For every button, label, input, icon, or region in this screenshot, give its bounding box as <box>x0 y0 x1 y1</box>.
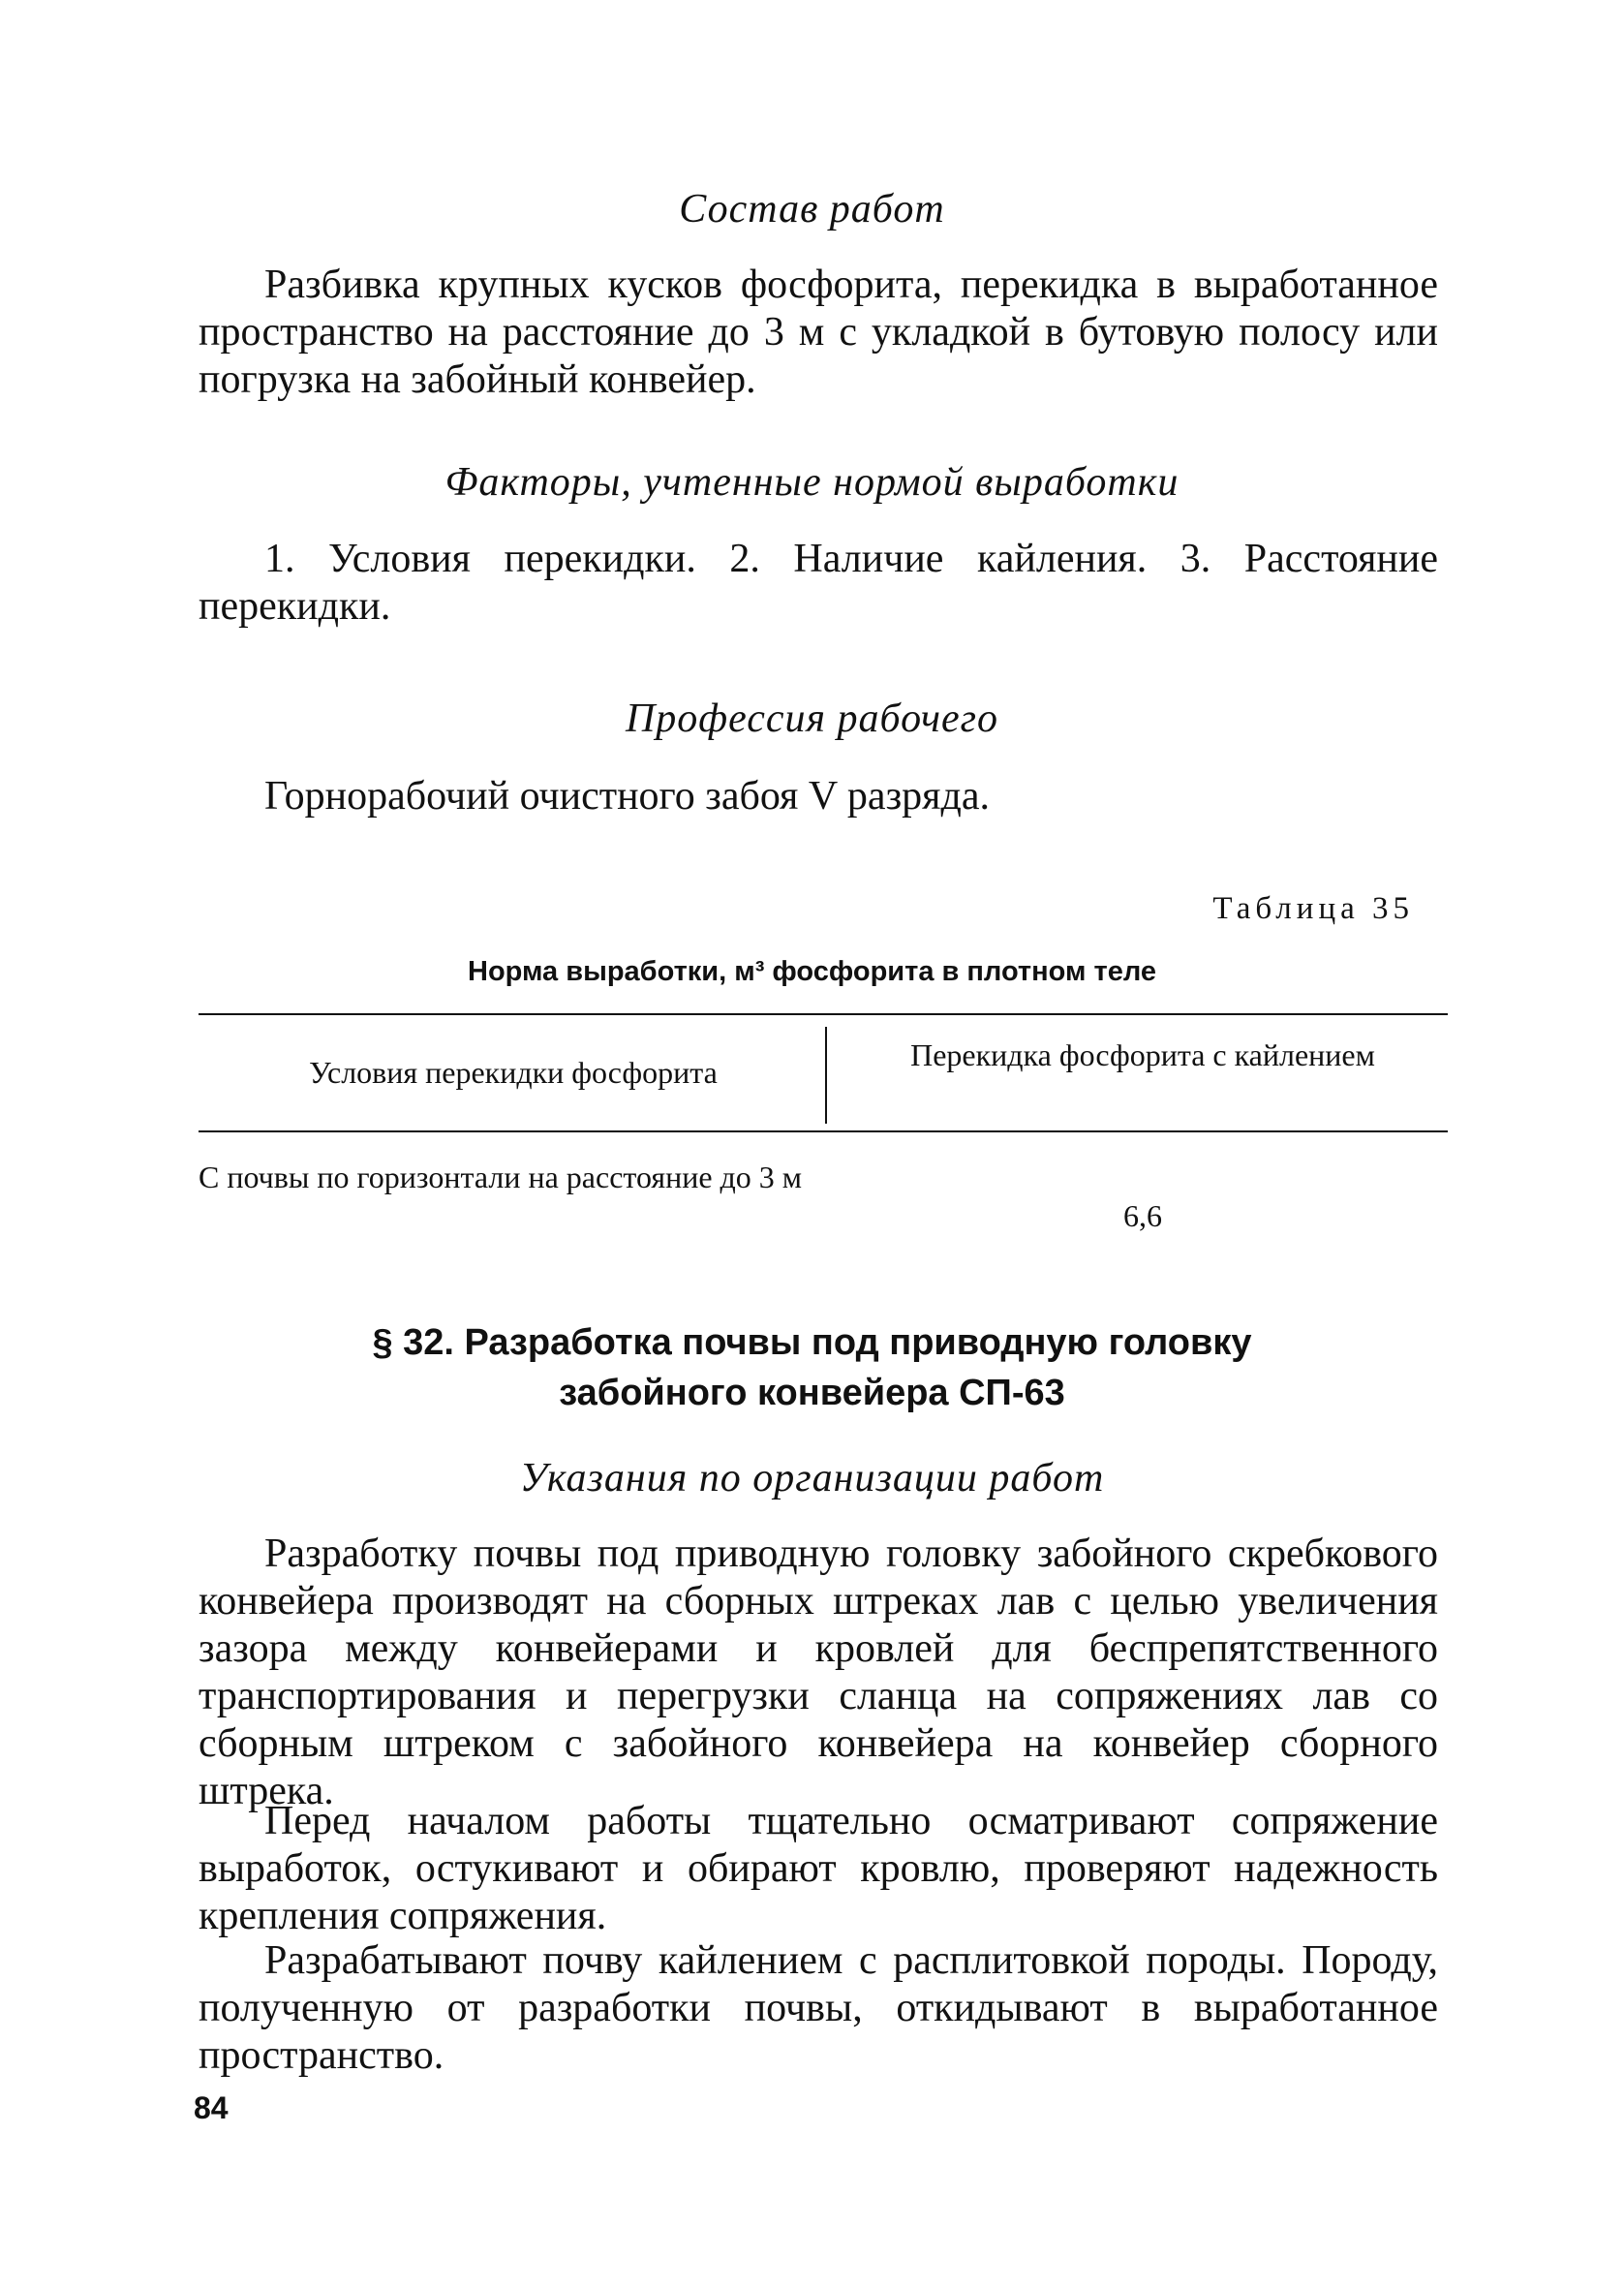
section-32-subheading: Указания по организации работ <box>519 1456 1105 1500</box>
faktory-heading: Факторы, учтенные нормой выработки <box>444 460 1180 505</box>
section-32-title-text: § 32. Разработка почвы под приводную головку забойного конвейера СП-63 <box>372 1322 1252 1413</box>
table-cell-condition: С почвы по горизонтали на расстояние до 3 м <box>199 1160 803 1194</box>
table-top-rule <box>199 1013 1448 1015</box>
sostav-text: Разбивка крупных кусков фосфорита, перекидка в выработанное пространство на расстояние до 3 м с укладкой в бутовую полосу или погрузка на забойный конвейер. <box>199 263 1438 402</box>
professiya-text: Горнорабочий очистного забоя V разряда. <box>264 774 990 819</box>
section-32-paragraph-1: Разработку почвы под приводную головку забойного скребкового конвейера производят на сборных штреках лав с целью увеличения зазора между конвейерами и кровлей для беспрепятственного транспортирования и перегрузки сланца на сопряжениях лав со сборным штреком с забойного конвейера на конвейер сборного штрека. <box>199 1531 1438 1813</box>
table-title: Норма выработки, м³ фосфорита в плотном теле <box>468 956 1156 987</box>
table-cell-value: 6,6 <box>1123 1198 1162 1233</box>
table-header-rule <box>199 1130 1448 1132</box>
professiya-heading: Профессия рабочего <box>625 696 999 741</box>
page-number: 84 <box>194 2090 229 2125</box>
table-label: Таблица 35 <box>1212 891 1414 926</box>
sostav-heading: Состав работ <box>679 187 945 232</box>
section-32-paragraph-3: Разрабатывают почву кайлением с расплитовкой породы. Породу, полученную от разработки почвы, откидывают в выработанное пространство. <box>199 1938 1438 2078</box>
section-32-paragraph-2: Перед началом работы тщательно осматривают сопряжение выработок, остукивают и обирают кровлю, проверяют надежность крепления сопряжения. <box>199 1799 1438 1938</box>
table-header-value: Перекидка фосфорита с кайлением <box>910 1037 1375 1072</box>
faktory-text: 1. Условия перекидки. 2. Наличие кайления. 3. Расстояние перекидки. <box>199 537 1438 629</box>
table-column-divider <box>825 1027 827 1124</box>
table-header-conditions: Условия перекидки фосфорита <box>309 1055 718 1090</box>
section-32-title <box>0 1317 1624 1418</box>
